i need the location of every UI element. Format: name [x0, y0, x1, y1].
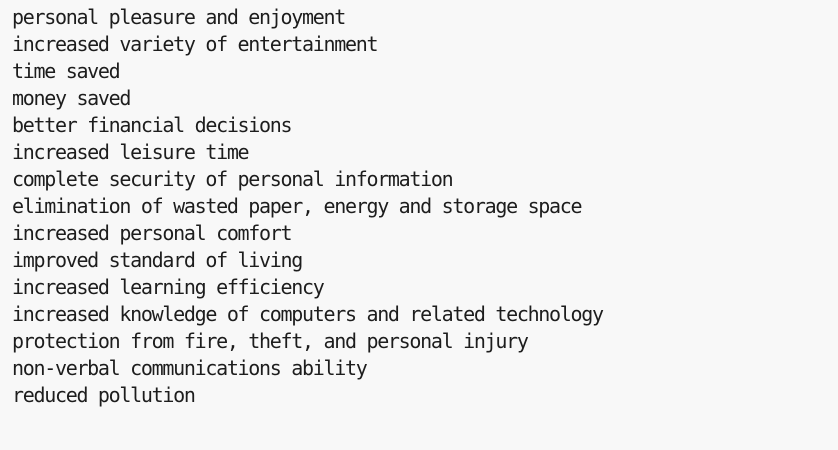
list-item: protection from fire, theft, and personal injury [12, 329, 528, 353]
list-item: improved standard of living [12, 248, 303, 272]
list-item: elimination of wasted paper, energy and storage space [12, 194, 582, 218]
list-item: increased knowledge of computers and related technology [12, 302, 603, 326]
list-item: complete security of personal information [12, 167, 453, 191]
list-item: personal pleasure and enjoyment [12, 5, 345, 29]
list-item: increased variety of entertainment [12, 32, 378, 56]
list-item: money saved [12, 86, 131, 110]
list-item: reduced pollution [12, 383, 195, 407]
list-item: increased learning efficiency [12, 275, 324, 299]
list-item: non-verbal communications ability [12, 356, 367, 380]
list-item: time saved [12, 59, 120, 83]
list-item: better financial decisions [12, 113, 292, 137]
benefits-list [12, 4, 603, 409]
list-item: increased personal comfort [12, 221, 292, 245]
list-item: increased leisure time [12, 140, 249, 164]
